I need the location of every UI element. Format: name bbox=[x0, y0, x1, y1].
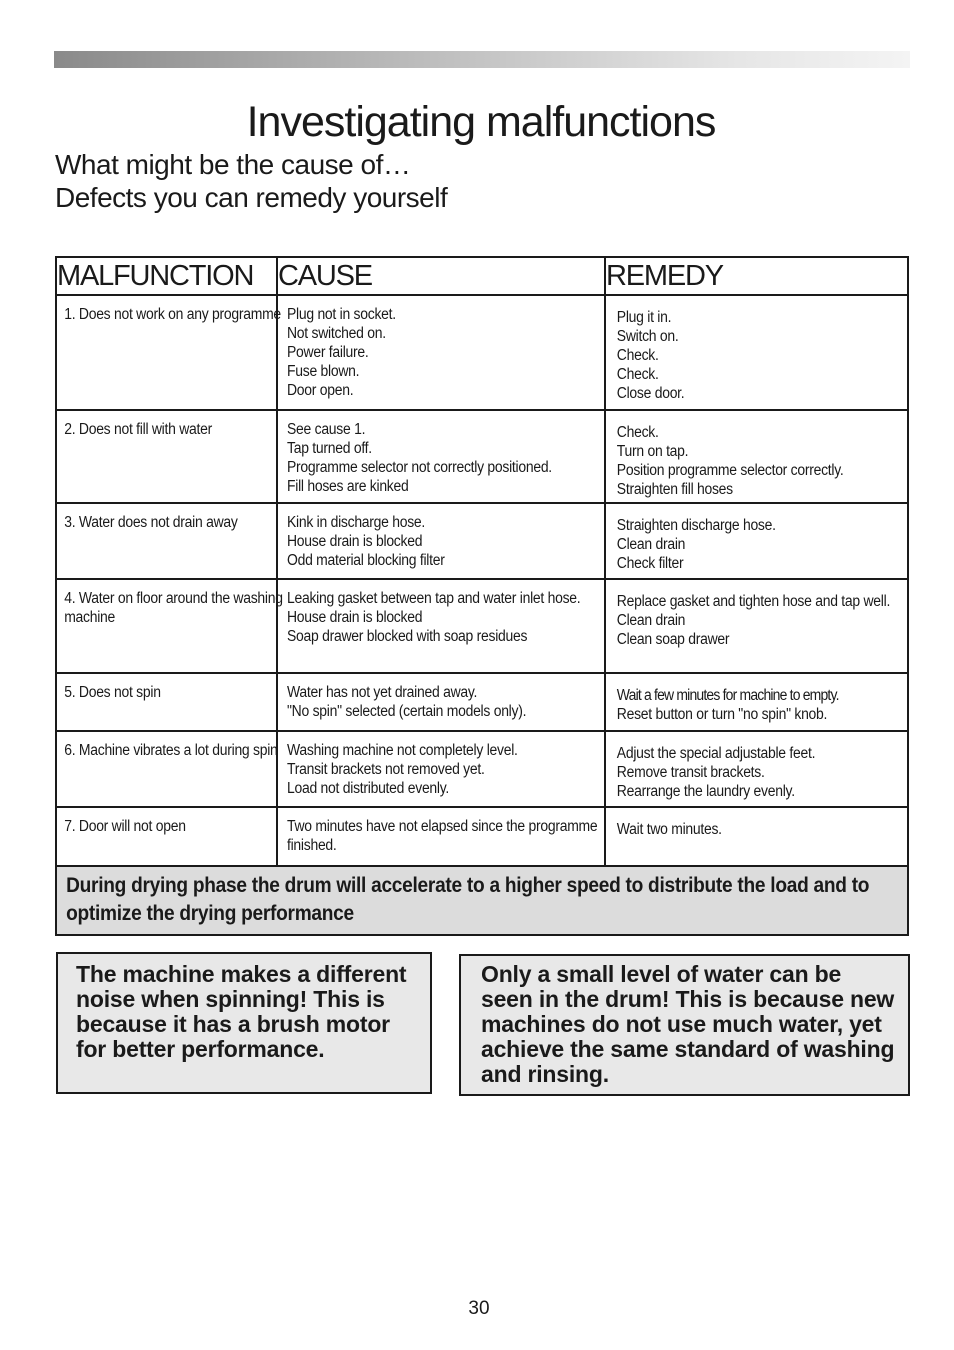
remedy-cell bbox=[605, 731, 908, 807]
cause-line: Soap drawer blocked with soap residues bbox=[287, 628, 528, 645]
malfunction-text: 3. Water does not drain away bbox=[64, 514, 238, 531]
remedy-line: Plug it in. bbox=[616, 309, 672, 326]
subtitle-line-1: What might be the cause of… bbox=[55, 149, 411, 180]
malfunction-cell bbox=[56, 410, 277, 503]
malfunction-text: 4. Water on floor around the washing machine bbox=[64, 590, 283, 626]
cause-cell bbox=[277, 673, 605, 731]
cause-line: Programme selector not correctly positioned. bbox=[287, 459, 552, 476]
remedy-line: Position programme selector correctly. bbox=[616, 462, 844, 479]
remedy-cell bbox=[605, 807, 908, 866]
malfunction-cell bbox=[56, 731, 277, 807]
remedy-cell bbox=[605, 673, 908, 731]
malfunction-cell bbox=[56, 503, 277, 579]
remedy-line: Clean drain bbox=[616, 536, 686, 553]
malfunction-cell bbox=[56, 807, 277, 866]
brush-motor-info-box: The machine makes a different noise when spinning! This is because it has a brush motor for better performance. bbox=[56, 952, 432, 1094]
subtitle-line-2: Defects you can remedy yourself bbox=[55, 182, 448, 213]
table-row bbox=[56, 673, 908, 731]
remedy-line: Close door. bbox=[616, 385, 685, 402]
cause-line: Two minutes have not elapsed since the programme finished. bbox=[287, 818, 598, 854]
cause-cell bbox=[277, 410, 605, 503]
cause-cell bbox=[277, 731, 605, 807]
remedy-line: Switch on. bbox=[616, 328, 679, 345]
drying-note-text: During drying phase the drum will accelerate to a higher speed to distribute the load and to optimize the drying performance bbox=[66, 874, 870, 925]
malfunction-text: 2. Does not fill with water bbox=[64, 421, 212, 438]
malfunction-cell bbox=[56, 673, 277, 731]
cause-line: Plug not in socket. bbox=[287, 306, 396, 323]
cause-line: Water has not yet drained away. bbox=[287, 684, 478, 701]
drying-note-row bbox=[56, 866, 908, 935]
malfunction-text: 5. Does not spin bbox=[64, 684, 161, 701]
remedy-cell bbox=[605, 295, 908, 410]
table-row bbox=[56, 807, 908, 866]
header-gradient-bar bbox=[54, 51, 910, 68]
malfunction-cell bbox=[56, 579, 283, 673]
remedy-line: Check. bbox=[616, 347, 659, 364]
remedy-line: Wait two minutes. bbox=[616, 821, 722, 838]
table-row bbox=[56, 410, 908, 503]
column-header-cause: CAUSE bbox=[277, 257, 605, 295]
table-header-row bbox=[56, 257, 908, 295]
remedy-line: Turn on tap. bbox=[616, 443, 689, 460]
cause-line: Transit brackets not removed yet. bbox=[287, 761, 485, 778]
cause-cell bbox=[277, 579, 605, 673]
cause-line: Odd material blocking filter bbox=[287, 552, 445, 569]
remedy-cell bbox=[605, 410, 908, 503]
malfunction-cell bbox=[56, 295, 281, 410]
remedy-line: Check filter bbox=[616, 555, 684, 572]
cause-line: Kink in discharge hose. bbox=[287, 514, 426, 531]
remedy-line: Check. bbox=[616, 366, 659, 383]
drying-note-cell bbox=[56, 866, 908, 935]
table-row bbox=[56, 503, 908, 579]
column-header-malfunction: MALFUNCTION bbox=[56, 257, 277, 295]
page-number: 30 bbox=[468, 1298, 490, 1319]
remedy-line: Wait a few minutes for machine to empty. bbox=[616, 687, 839, 704]
cause-line: "No spin" selected (certain models only). bbox=[287, 703, 527, 720]
remedy-line: Check. bbox=[616, 424, 659, 441]
cause-line: House drain is blocked bbox=[287, 609, 423, 626]
remedy-line: Straighten fill hoses bbox=[616, 481, 733, 498]
cause-line: Door open. bbox=[287, 382, 354, 399]
page-subtitle bbox=[55, 148, 447, 214]
remedy-line: Reset button or turn "no spin" knob. bbox=[616, 706, 828, 723]
remedy-line: Straighten discharge hose. bbox=[616, 517, 776, 534]
malfunction-text: 1. Does not work on any programme bbox=[64, 306, 281, 323]
cause-line: Tap turned off. bbox=[287, 440, 372, 457]
cause-line: Load not distributed evenly. bbox=[287, 780, 450, 797]
remedy-cell bbox=[605, 579, 908, 673]
cause-line: House drain is blocked bbox=[287, 533, 423, 550]
cause-line: See cause 1. bbox=[287, 421, 366, 438]
cause-line: Washing machine not completely level. bbox=[287, 742, 518, 759]
table-row bbox=[56, 295, 908, 410]
cause-cell bbox=[277, 807, 605, 866]
cause-line: Fuse blown. bbox=[287, 363, 360, 380]
remedy-line: Clean soap drawer bbox=[616, 631, 730, 648]
page-title: Investigating malfunctions bbox=[246, 98, 716, 146]
table-row bbox=[56, 731, 908, 807]
cause-line: Not switched on. bbox=[287, 325, 386, 342]
remedy-line: Clean drain bbox=[616, 612, 686, 629]
table-row bbox=[56, 579, 908, 673]
cause-cell bbox=[277, 503, 605, 579]
malfunction-text: 6. Machine vibrates a lot during spin bbox=[64, 742, 278, 759]
water-level-info-box: Only a small level of water can be seen in the drum! This is because new machines do not use much water, yet achieve the same standard of washing and rinsing. bbox=[459, 954, 910, 1096]
malfunction-table bbox=[55, 256, 909, 936]
remedy-line: Rearrange the laundry evenly. bbox=[616, 783, 795, 800]
remedy-line: Adjust the special adjustable feet. bbox=[616, 745, 816, 762]
cause-cell bbox=[277, 295, 605, 410]
column-header-remedy: REMEDY bbox=[605, 257, 908, 295]
remedy-cell bbox=[605, 503, 908, 579]
cause-line: Leaking gasket between tap and water inlet hose. bbox=[287, 590, 581, 607]
cause-line: Power failure. bbox=[287, 344, 369, 361]
remedy-line: Remove transit brackets. bbox=[616, 764, 765, 781]
remedy-line: Replace gasket and tighten hose and tap well. bbox=[616, 593, 891, 610]
malfunction-text: 7. Door will not open bbox=[64, 818, 186, 835]
cause-line: Fill hoses are kinked bbox=[287, 478, 409, 495]
